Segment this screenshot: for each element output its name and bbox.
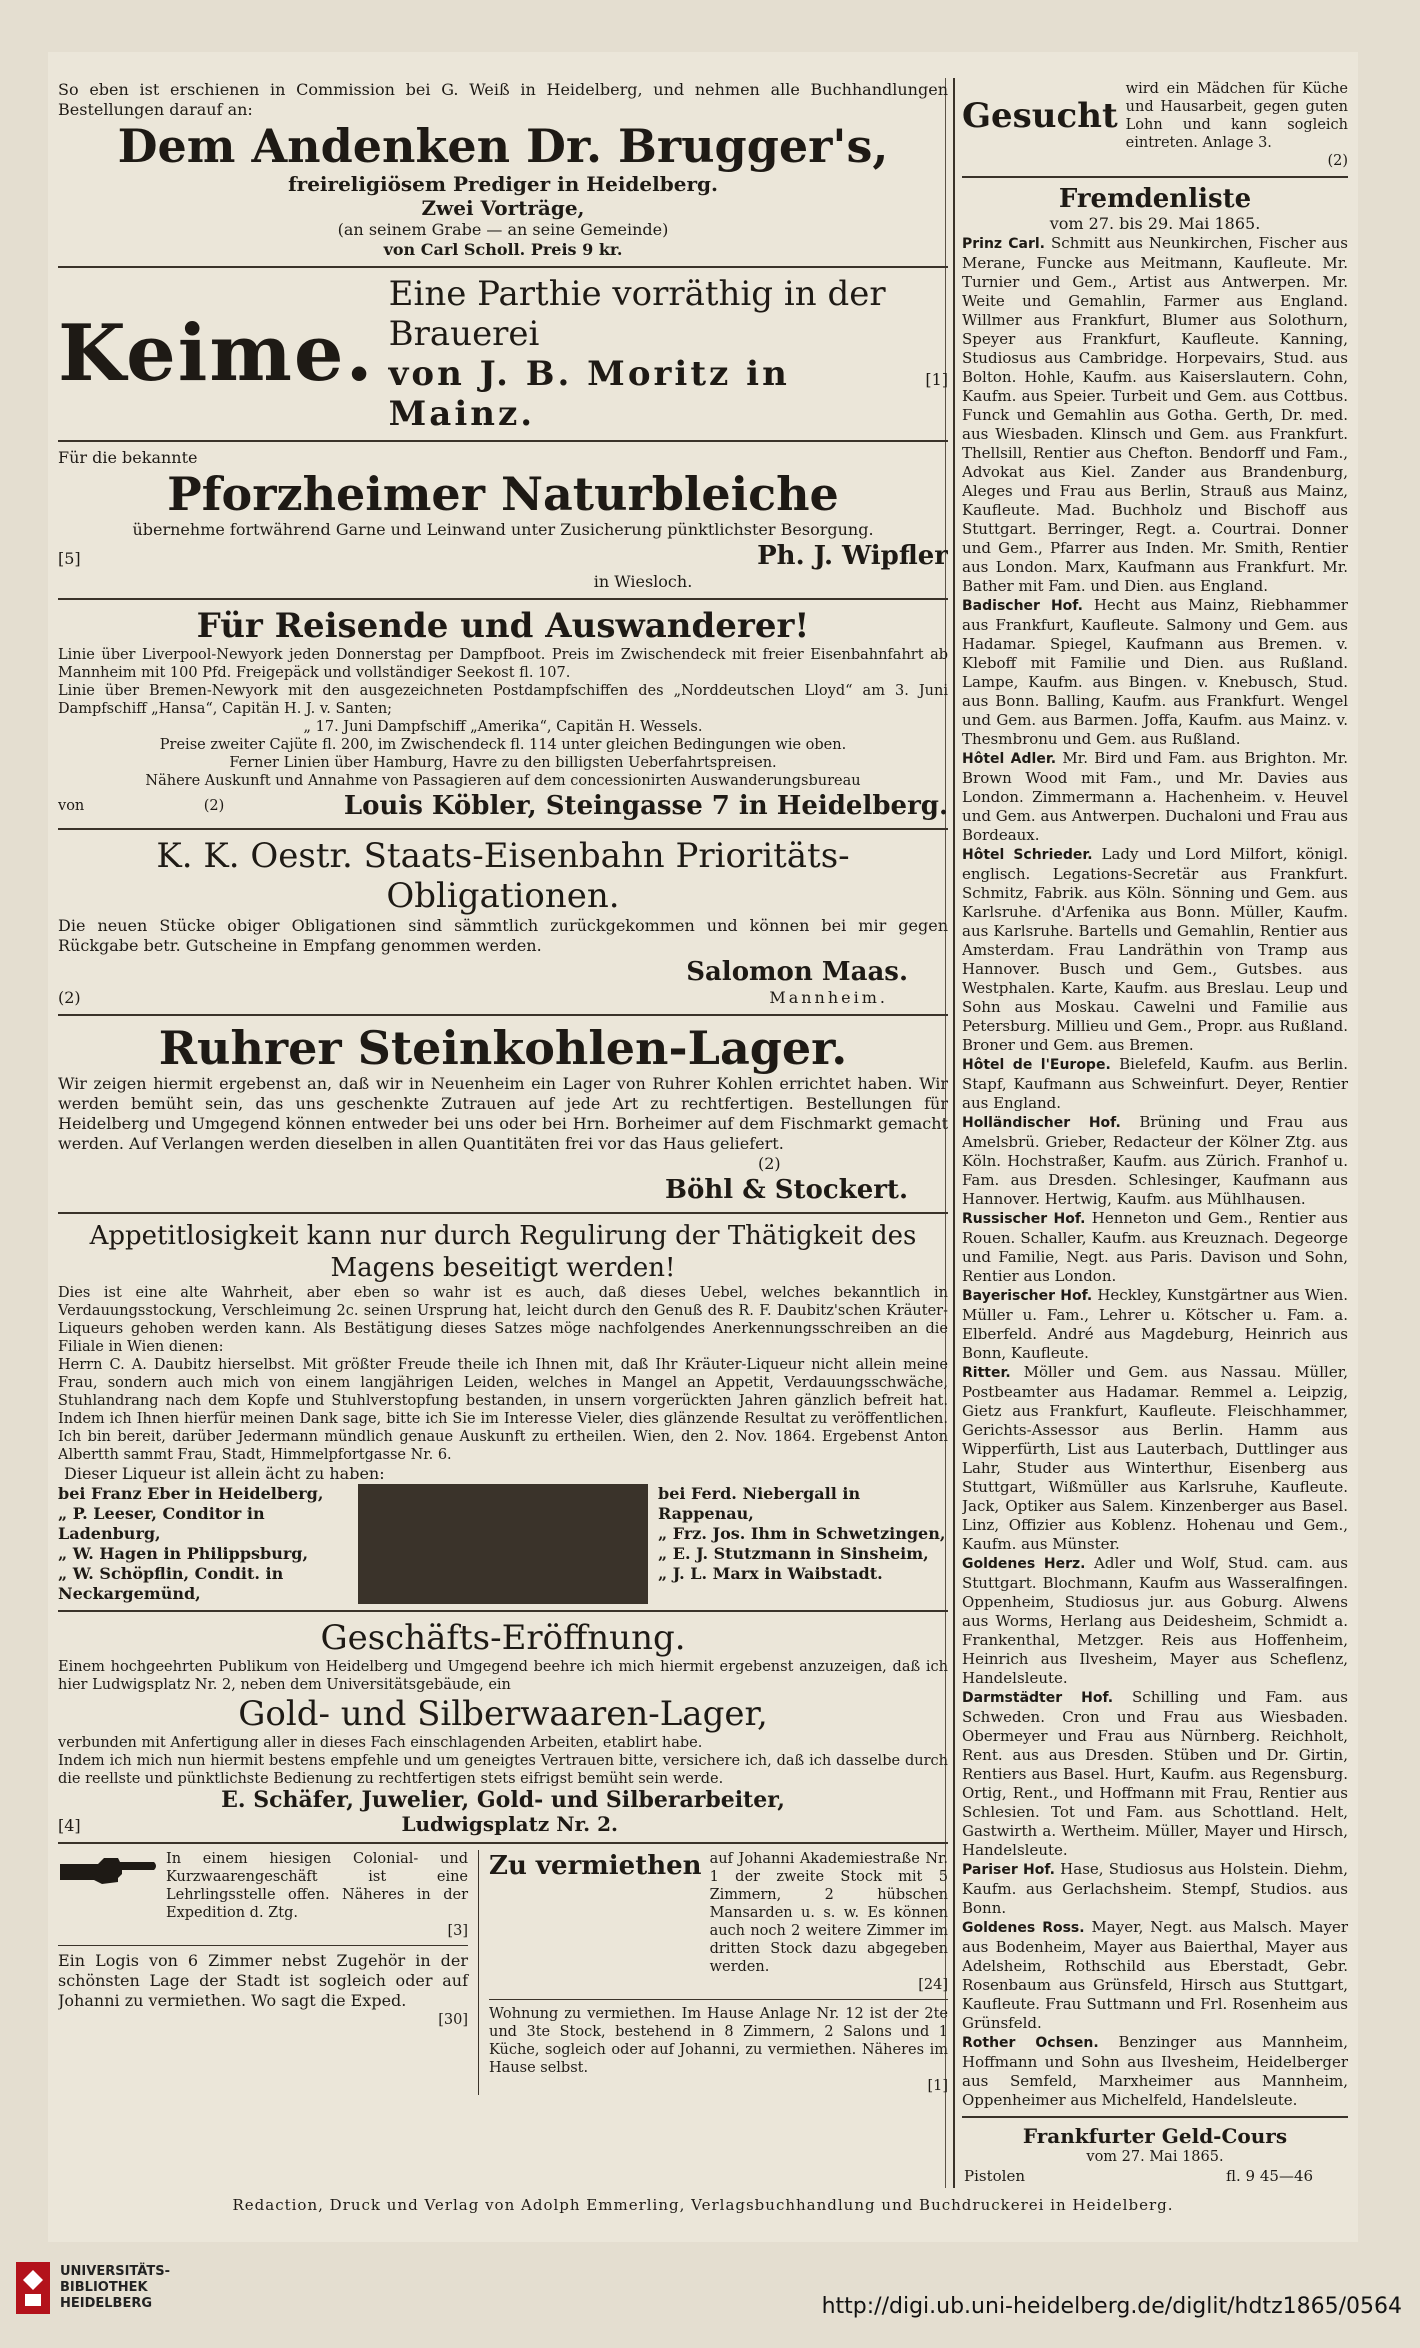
reisende-signer: Louis Köbler, Steingasse 7 in Heidelberg. <box>343 791 948 821</box>
hotel-name: Pariser Hof. <box>962 1862 1056 1878</box>
logo-line2: BIBLIOTHEK <box>60 2280 148 2295</box>
brugger-title: Dem Andenken Dr. Brugger's, <box>117 119 889 173</box>
divider <box>962 2116 1348 2118</box>
pforzheimer-signer: Ph. J. Wipfler <box>757 541 948 571</box>
hotel-name: Hôtel Adler. <box>962 751 1057 767</box>
vermiethen-text: auf Johanni Akademiestraße Nr. 1 der zweite Stock mit 5 Zimmern, 2 hübschen Mansarden u. s. w. Es können auch noch 2 weitere Zimmer im dritten Stock dazu abgegeben werden. <box>709 1851 948 1975</box>
rate-currency <box>962 2186 1224 2188</box>
gesucht-text: wird ein Mädchen für Küche und Hausarbeit, gegen guten Lohn und kann sogleich eintreten. Anlage 3. <box>1125 81 1348 151</box>
keime-line1: Eine Parthie vorräthig in der Brauerei <box>388 274 886 354</box>
dealer-right: „ E. J. Stutzmann in Sinsheim, <box>658 1544 929 1563</box>
wohnung-text: Wohnung zu vermiethen. Im Hause Anlage Nr. 12 ist der 2te und 3te Stock, bestehend in 8 Zimmern, 2 Salons und 1 Küche, sogleich oder auf Johanni, zu vermiethen. Näheres im Hause selbst. <box>489 2006 948 2076</box>
dealer-right: „ Frz. Jos. Ihm in Schwetzingen, <box>658 1524 946 1543</box>
hotel-name: Badischer Hof. <box>962 598 1083 614</box>
divider <box>58 1014 948 1016</box>
ad-reisende <box>58 606 948 822</box>
ad-oestr <box>58 836 948 1008</box>
appetit-title1: Appetitlosigkeit kann nur durch Regulirung der Thätigkeit des <box>89 1221 917 1251</box>
oestr-ref: (2) <box>58 988 81 1007</box>
dealer-left: „ W. Schöpflin, Condit. in Neckargemünd, <box>58 1564 284 1603</box>
oestr-text: Die neuen Stücke obiger Obligationen sind sämmtlich zurückgekommen und können bei mir gegen Rückgabe betr. Gutscheine in Empfang genommen werden. <box>58 916 948 955</box>
fremdenliste-entry <box>962 234 1348 596</box>
ruhrer-ref: (2) <box>758 1154 781 1173</box>
ad-appetit <box>58 1220 948 1604</box>
pforzheimer-ref: [5] <box>58 549 81 568</box>
ad-vermiethen <box>489 1850 948 1976</box>
oestr-title1: K. K. Oestr. Staats-Eisenbahn Prioritäts- <box>156 836 850 876</box>
geschaeft-signer: E. Schäfer, Juwelier, Gold- und Silberarbeiter, <box>221 1787 785 1813</box>
divider <box>58 1212 948 1214</box>
rate-row <box>962 2166 1348 2186</box>
logo-line3: HEIDELBERG <box>60 2296 153 2311</box>
brugger-talks: Zwei Vorträge, <box>421 196 585 220</box>
hotel-name: Darmstädter Hof. <box>962 1690 1114 1706</box>
dealer-right: „ J. L. Marx in Waibstadt. <box>658 1564 883 1583</box>
appetit-dealers <box>58 1484 948 1604</box>
appetit-letter: Herrn C. A. Daubitz hierselbst. Mit größter Freude theile ich Ihnen mit, daß Ihr Kräuter-Liqueur nicht allein meine Frau, sondern auch mich von einem langjährigen Leiden, welches in Mangel an Appetit, Verdauungsschwäche, Stuhlandrang nach dem Kopfe und Stuhlverstopfung bestanden, in unsern vorgerückten Jahren gänzlich befreit hat. Indem ich Ihnen hierfür meinen Dank sage, bitte ich Sie im Interesse Vieler, dies glänzende Resultat zu veröffentlichen. Ich bin bereit, darüber Jedermann mündlich genaue Auskunft zu ertheilen. Wien, den 2. Nov. 1864. Ergebenst Anton Albertth sammt Frau, Stadt, Himmelpfortgasse Nr. 6. <box>58 1357 948 1463</box>
guest-list: Hecht aus Mainz, Riebhammer aus Frankfurt, Kaufleute. Salmony und Gem. aus Hadamar. Spiegel, Kaufmann aus Bremen. v. Kleboff mit Familie und Dien. aus Rußland. Lampe, Kaufm. aus Bingen. v. Knebusch, Stud. aus Bonn. Balling, Kaufm. aus Frankfurt. Wengel und Gem. aus Barmen. Joffa, Kaufm. aus Mainz. v. Thesmbronu und Gem. aus Rußland. <box>962 596 1348 748</box>
reisende-text2: Linie über Bremen-Newyork mit den ausgezeichneten Postdampfschiffen des „Norddeutschen Lloyd“ am 3. Juni Dampfschiff „Hansa“, Capitän H. J. v. Santen; <box>58 683 948 717</box>
brugger-author: von Carl Scholl. Preis 9 kr. <box>383 240 623 259</box>
hotel-name: Ritter. <box>962 1365 1011 1381</box>
reisende-text3: „ 17. Juni Dampfschiff „Amerika“, Capitän H. Wessels. <box>303 719 703 735</box>
guest-list: Lady und Lord Milfort, königl. englisch. Legations-Secretär aus Frankfurt. Schmitz, Fabrik. aus Köln. Sönning und Gem. aus Karlsruhe. d'Arfenika aus Bonn. Müller, Kaufm. aus Karlsruhe. Bartells und Gemahlin, Rentier aus Amsterdam. Frau Landräthin von Tramp aus Hannover. Busch und Gem., Gutsbes. aus Westphalen. Karte, Kaufm. aus Breslau. Leup und Sohn aus Moskau. Cawelni und Familie aus Petersburg. Millieu und Gem., Propr. aus Rußland. Broner und Gem. aus Bremen. <box>962 845 1348 1054</box>
ruhrer-signer: Böhl & Stockert. <box>665 1175 908 1205</box>
guest-list: Mayer, Negt. aus Malsch. Mayer aus Bodenheim, Mayer aus Baierthal, Mayer aus Adelsheim, Rothschild aus Eberstadt, Gebr. Rosenbaum aus Grünsfeld, Hirsch aus Stuttgart, Kaufleute. Frau Suttmann und Frl. Rosenheim aus Grünsfeld. <box>962 1918 1348 2032</box>
reisende-title: Für Reisende und Auswanderer! <box>196 606 810 646</box>
source-url[interactable]: http://digi.ub.uni-heidelberg.de/diglit/hdtz1865/0564 <box>821 2294 1402 2319</box>
reisende-text1: Linie über Liverpool-Newyork jeden Donnerstag per Dampfboot. Preis im Zwischendeck mit freier Eisenbahnfahrt ab Mannheim mit 100 Pfd. Freigepäck und vollständiger Seekost fl. 107. <box>58 647 948 681</box>
fremdenliste-entry <box>962 1860 1348 1918</box>
divider <box>489 1999 948 2000</box>
library-logo <box>16 2262 170 2314</box>
hotel-name: Hôtel Schrieder. <box>962 847 1093 863</box>
rate-value: fl. 9 45—46 <box>1226 2167 1314 2185</box>
divider <box>962 176 1348 178</box>
brugger-place: (an seinem Grabe — an seine Gemeinde) <box>337 220 669 239</box>
fremdenliste-entry <box>962 1209 1348 1286</box>
hotel-name: Prinz Carl. <box>962 236 1045 252</box>
right-column <box>962 80 1348 2188</box>
gesucht-title: Gesucht <box>962 96 1118 136</box>
ad-gesucht <box>962 80 1348 152</box>
fremdenliste-entry <box>962 1286 1348 1363</box>
bottom-ads-right <box>489 1850 948 2095</box>
reisende-text4: Preise zweiter Cajüte fl. 200, im Zwischendeck fl. 114 unter gleichen Bedingungen wie oben. <box>159 737 847 753</box>
fremdenliste-entry <box>962 845 1348 1055</box>
imprint-footer: Redaction, Druck und Verlag von Adolph Emmerling, Verlagsbuchhandlung und Buchdruckerei in Heidelberg. <box>232 2196 1174 2214</box>
pforzheimer-text: übernehme fortwährend Garne und Leinwand unter Zusicherung pünktlichster Besorgung. <box>132 520 874 539</box>
geschaeft-text1: Einem hochgeehrten Publikum von Heidelberg und Umgegend beehre ich mich hiermit ergebenst anzuzeigen, daß ich hier Ludwigsplatz Nr. 2, neben dem Universitätsgebäude, ein <box>58 1659 948 1693</box>
geldcours-date: vom 27. Mai 1865. <box>1086 2149 1224 2165</box>
fremdenliste-entry <box>962 1363 1348 1554</box>
gesucht-ref: (2) <box>1327 153 1348 169</box>
guest-list: Henneton und Gem., Rentier aus Rouen. Schaller, Kaufm. aus Kreuznach. Degeorge und Familie, Negt. aus Paris. Davison und Sohn, Rentier aus London. <box>962 1209 1348 1285</box>
fremdenliste-entries <box>962 234 1348 2110</box>
dealers-separator <box>358 1484 648 1604</box>
fremdenliste-entry <box>962 1055 1348 1113</box>
fremdenliste-entry <box>962 596 1348 749</box>
guest-list: Schilling und Fam. aus Schweden. Cron und Frau aus Wiesbaden. Obermeyer und Frau aus Nürnberg. Reichholt, Rent. aus aus Dresden. Stüben und Dr. Girtin, Rentiers aus Basel. Hurt, Kaufm. aus Regensburg. Ortig, Rent., und Hoffmann mit Frau, Rentier aus Schlesien. Tot und Fam. aus Schottland. Helt, Gastwirth a. Wertheim. Müller, Mayer und Hirsch, Handelsleute. <box>962 1688 1348 1859</box>
pointing-hand-icon <box>58 1850 158 1890</box>
guest-list: Brüning und Frau aus Amelsbrü. Grieber, Redacteur der Kölner Ztg. aus Köln. Hochstraßer, Kaufm. aus Zürich. Franhof u. Fam. aus Dresden. Schlesinger, Kaufmann aus Hannover. Hertwig, Kaufm. aus Mühlhausen. <box>962 1113 1348 1208</box>
divider <box>58 1842 948 1844</box>
reisende-von: von <box>58 798 85 814</box>
column-divider-bold <box>953 78 955 2188</box>
pforzheimer-place: in Wiesloch. <box>593 572 693 591</box>
hotel-name: Holländischer Hof. <box>962 1115 1121 1131</box>
fremdenliste-title: Fremdenliste <box>1058 184 1252 214</box>
appetit-title2: Magens beseitigt werden! <box>330 1253 676 1283</box>
ruhrer-title: Ruhrer Steinkohlen-Lager. <box>158 1021 848 1075</box>
pforzheimer-lead: Für die bekannte <box>58 448 198 467</box>
geldcours-table <box>962 2166 1348 2188</box>
guest-list: Bielefeld, Kaufm. aus Berlin. Stapf, Kaufmann aus Schweinfurt. Deyer, Rentier aus England. <box>962 1055 1348 1112</box>
divider <box>58 828 948 830</box>
divider <box>58 440 948 442</box>
hotel-name: Rother Ochsen. <box>962 2035 1099 2051</box>
bottom-ads <box>58 1850 948 2095</box>
ad-colonial <box>58 1850 468 1922</box>
hotel-name: Hôtel de l'Europe. <box>962 1057 1111 1073</box>
dealer-left: bei Franz Eber in Heidelberg, <box>58 1484 324 1503</box>
keime-ref: [1] <box>925 370 948 389</box>
ad-ruhrer <box>58 1022 948 1206</box>
divider <box>58 1610 948 1612</box>
logis-ref: [30] <box>438 2012 468 2028</box>
divider <box>58 1945 468 1946</box>
rate-row <box>962 2186 1348 2188</box>
geldcours-title: Frankfurter Geld-Cours <box>1022 2124 1288 2148</box>
oestr-place: Mannheim. <box>769 988 888 1007</box>
logo-line1: UNIVERSITÄTS- <box>60 2264 170 2279</box>
guest-list: Mr. Bird und Fam. aus Brighton. Mr. Brown Wood mit Fam., und Mr. Davies aus London. Zimmermann a. Hachenheim. v. Heuvel und Gem. aus Antwerpen. Duchaloni und Frau aus Bordeaux. <box>962 749 1348 844</box>
hotel-name: Russischer Hof. <box>962 1211 1086 1227</box>
ad-keime <box>58 274 948 434</box>
guest-list: Schmitt aus Neunkirchen, Fischer aus Merane, Funcke aus Meitmann, Kaufleute. Mr. Turnier und Gem., Artist aus Antwerpen. Mr. Weite und Gemahlin, Farmer aus England. Willmer aus Frankfurt, Blumer aus Solothurn, Speyer aus Frankfurt, Kaufleute. Kanning, Studiosus aus Cambridge. Horpevairs, Stud. aus Bolton. Hohle, Kaufm. aus Kaiserslautern. Cohn, Kaufm. aus Speier. Turbeit und Gem. aus Cottbus. Funck und Gemahlin aus Gotha. Gerth, Dr. med. aus Wiesbaden. Klinsch und Gem. aus Frankfurt. Thellsill, Rentier aus Chefton. Bendorff und Fam., Advokat aus Kiel. Zander aus Brandenburg, Aleges und Frau aus Berlin, Strauß aus Mainz, Kaufleute. Mad. Buchholz und Bischoff aus Stuttgart. Berringer, Regt. a. Courtrai. Donner und Gem., Pfarrer aus Inden. Mr. Smith, Rentier aus London. Marx, Kaufmann aus Frankfurt. Mr. Bather mit Fam. und Dien. aus England. <box>962 234 1348 595</box>
logis-text: Ein Logis von 6 Zimmer nebst Zugehör in der schönsten Lage der Stadt ist sogleich oder auf Johanni zu vermiethen. Wo sagt die Exped. <box>58 1951 468 2010</box>
geschaeft-text3: Indem ich mich nun hiermit bestens empfehle und um geneigtes Vertrauen bitte, versichere ich, daß ich dasselbe durch die reellste und pünktlichste Bedienung zu rechtfertigen stets eifrigst bemüht sein werde. <box>58 1753 948 1787</box>
appetit-text: Dies ist eine alte Wahrheit, aber eben so wahr ist es auch, daß dieses Uebel, welches bekanntlich in Verdauungsstockung, Verschleimung 2c. seinen Ursprung hat, leicht durch den Genuß des R. F. Daubitz'schen Kräuter-Liqueurs gehoben werden kann. Als Bestätigung dieses Satzes möge nachfolgendes Anerkennungsschreiben an die Filiale in Wien dienen: <box>58 1285 948 1355</box>
keime-heading: Keime. <box>58 308 375 399</box>
rate-value <box>1224 2186 1348 2188</box>
guest-list: Adler und Wolf, Stud. cam. aus Stuttgart. Blochmann, Kaufm aus Wasseralfingen. Oppenheim, Studiosus jur. aus Goburg. Alwens aus Worms, Herlang aus Deidesheim, Schmidt a. Frankenthal, Metzger. Reis aus Hoffenheim, Heinrich aus Ilvesheim, Mayer aus Scheflenz, Handelsleute. <box>962 1554 1348 1687</box>
hotel-name: Goldenes Ross. <box>962 1920 1085 1936</box>
hotel-name: Bayerischer Hof. <box>962 1288 1093 1304</box>
geschaeft-title2: Gold- und Silberwaaren-Lager, <box>238 1694 768 1734</box>
pforzheimer-title: Pforzheimer Naturbleiche <box>167 467 839 521</box>
ad-brugger <box>58 80 948 260</box>
library-logo-text <box>60 2264 170 2312</box>
geschaeft-text2: verbunden mit Anfertigung aller in dieses Fach einschlagenden Arbeiten, etablirt habe. <box>58 1735 703 1751</box>
reisende-ref: (2) <box>203 798 225 814</box>
colonial-text: In einem hiesigen Colonial- und Kurzwaarengeschäft ist eine Lehrlingsstelle offen. Näheres in der Expedition d. Ztg. <box>166 1851 468 1921</box>
hotel-name: Goldenes Herz. <box>962 1556 1086 1572</box>
fremdenliste-entry <box>962 2033 1348 2110</box>
fremdenliste-entry <box>962 749 1348 845</box>
brugger-subtitle: freireligiösem Prediger in Heidelberg. <box>288 172 718 196</box>
brugger-intro: So eben ist erschienen in Commission bei G. Weiß in Heidelberg, und nehmen alle Buchhandlungen Bestellungen darauf an: <box>58 80 948 119</box>
ad-pforzheimer <box>58 448 948 592</box>
fremdenliste-entry <box>962 1554 1348 1688</box>
left-column <box>58 80 948 2188</box>
geschaeft-ref: [4] <box>58 1816 81 1835</box>
fremdenliste-entry <box>962 1688 1348 1860</box>
guest-list: Möller und Gem. aus Nassau. Müller, Postbeamter aus Hadamar. Remmel a. Leipzig, Gietz aus Frankfurt, Kaufleute. Fleischhammer, Gerichts-Assessor aus Berlin. Hamm aus Wipperfürth, List aus Lauterbach, Duttlinger aus Lahr, Studer aus Winterthur, Eisenberg aus Stuttgart, Wißmüller aus Karlsruhe, Kaufleute. Jack, Optiker aus Salem. Kinzenberger aus Basel. Linz, Offizier aus Koblenz. Hohenau und Gem., Kaufm. aus Münster. <box>962 1363 1348 1553</box>
guest-list: Benzinger aus Mannheim, Hoffmann und Sohn aus Ilvesheim, Heidelberger aus Semfeld, Marxheimer aus Mannheim, Oppenheimer aus Michelfeld, Handelsleute. <box>962 2033 1348 2109</box>
oestr-title2: Obligationen. <box>386 876 620 916</box>
fremdenliste-entry <box>962 1113 1348 1209</box>
reisende-text5: Ferner Linien über Hamburg, Havre zu den billigsten Ueberfahrtspreisen. <box>229 755 777 771</box>
ruhrer-text: Wir zeigen hiermit ergebenst an, daß wir in Neuenheim ein Lager von Ruhrer Kohlen errichtet haben. Wir werden bemüht sein, das uns geschenkte Zutrauen auf jede Art zu rechtfertigen. Bestellungen für Heidelberg und Umgegend können entweder bei uns oder bei Hrn. Borheimer auf dem Fischmarkt gemacht werden. Auf Verlangen werden dieselben in allen Quantitäten frei vor das Haus geliefert. <box>58 1074 948 1153</box>
appetit-only: Dieser Liqueur ist allein ächt zu haben: <box>64 1464 385 1483</box>
fremdenliste-date: vom 27. bis 29. Mai 1865. <box>1049 214 1261 233</box>
guest-list: Hase, Studiosus aus Holstein. Diehm, Kaufm. aus Gerlachsheim. Stempf, Studios. aus Bonn. <box>962 1860 1348 1917</box>
bottom-ads-left <box>58 1850 468 2095</box>
colonial-ref: [3] <box>447 1923 468 1939</box>
geschaeft-addr: Ludwigsplatz Nr. 2. <box>401 1812 618 1836</box>
divider <box>58 266 948 268</box>
dealer-left: „ P. Leeser, Conditor in Ladenburg, <box>58 1504 265 1543</box>
fremdenliste-entry <box>962 1918 1348 2033</box>
library-logo-icon <box>16 2262 50 2314</box>
keime-line2: von J. B. Moritz in Mainz. <box>388 354 790 434</box>
ad-geschaeft <box>58 1618 948 1836</box>
guest-list: Heckley, Kunstgärtner aus Wien. Müller u. Fam., Lehrer u. Kötscher u. Fam. a. Elberfeld. André aus Magdeburg, Heinrich aus Bonn, Kaufleute. <box>962 1286 1348 1362</box>
rate-currency: Pistolen <box>964 2167 1025 2185</box>
dealer-right: bei Ferd. Niebergall in Rappenau, <box>658 1484 861 1523</box>
dealer-left: „ W. Hagen in Philippsburg, <box>58 1544 309 1563</box>
bottom-separator <box>478 1850 479 2095</box>
reisende-text6: Nähere Auskunft und Annahme von Passagieren auf dem concessionirten Auswanderungsbureau <box>145 773 861 789</box>
geschaeft-title: Geschäfts-Eröffnung. <box>320 1618 686 1658</box>
oestr-signer: Salomon Maas. <box>686 957 908 987</box>
divider <box>58 598 948 600</box>
vermiethen-ref: [24] <box>918 1977 948 1993</box>
wohnung-ref: [1] <box>927 2078 948 2094</box>
vermiethen-title: Zu vermiethen <box>489 1851 702 1881</box>
